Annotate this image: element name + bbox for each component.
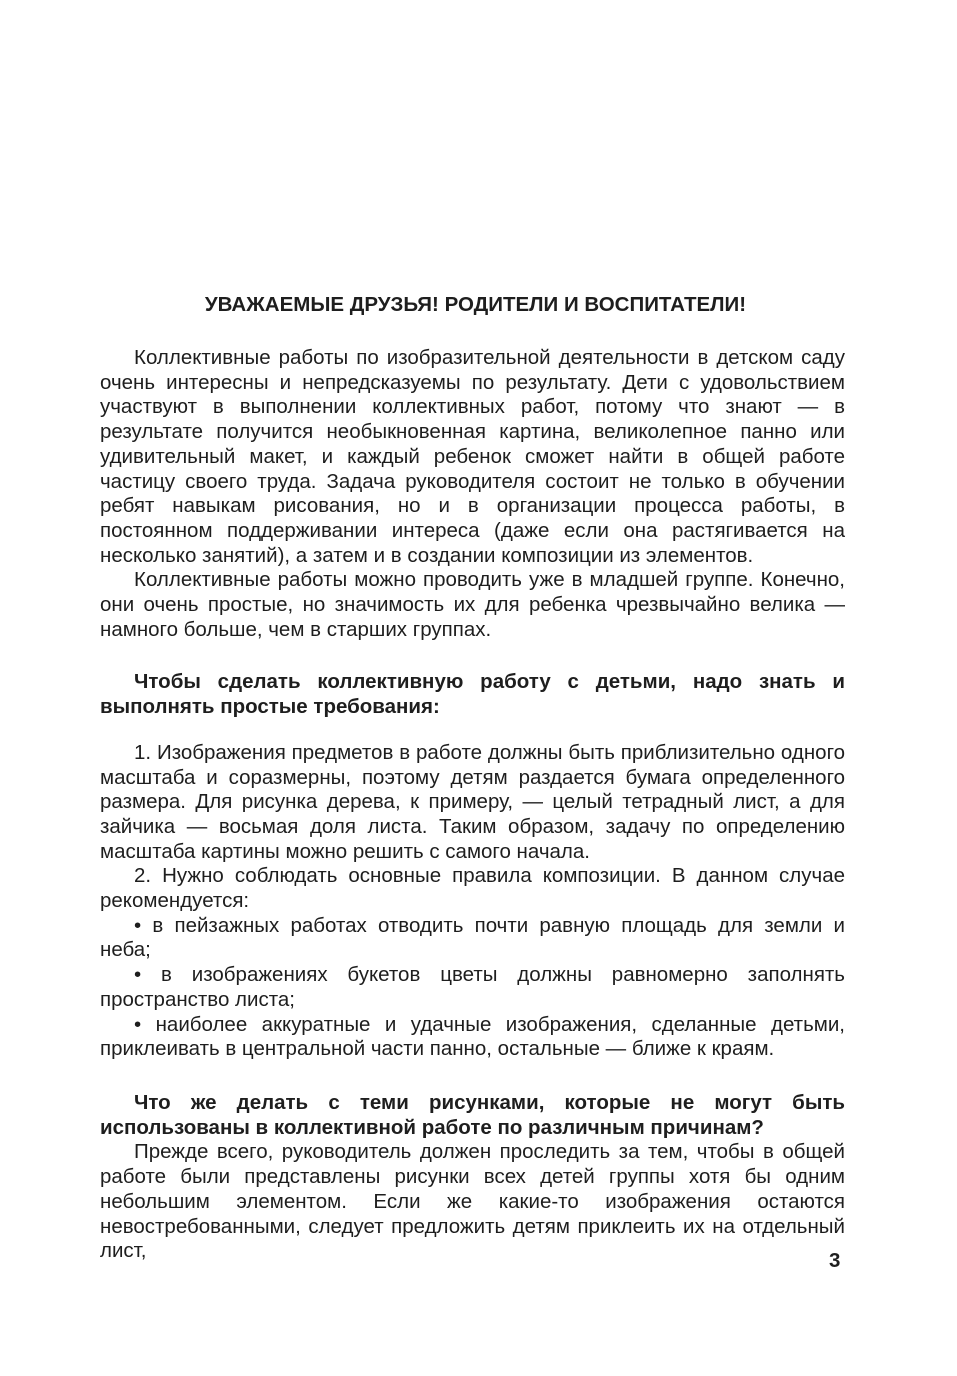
page-number: 3 — [829, 1249, 841, 1272]
bullet-landscape: • в пейзажных работах отводить почти равную площадь для земли и неба; — [100, 913, 845, 962]
requirement-1: 1. Изображения предметов в работе должны быть приблизительно одного масштаба и соразмерны, поэтому детям раздается бумага определенного размера. Для рисунка дерева, к примеру, — целый тетрадный лист, а для зайчика — восьмая доля листа. Таким образом, задачу по определению масштаба картины можно решить с самого начала. — [100, 740, 845, 863]
page-title: УВАЖАЕМЫЕ ДРУЗЬЯ! РОДИТЕЛИ И ВОСПИТАТЕЛИ! — [204, 293, 747, 316]
unused-drawings-heading: Что же делать с теми рисунками, которые не могут быть использованы в коллективной работе по различным причинам? — [100, 1090, 845, 1139]
page-content — [100, 290, 845, 1264]
requirement-2: 2. Нужно соблюдать основные правила композиции. В данном случае рекомендуется: — [100, 864, 845, 913]
bullet-bouquets: • в изображениях букетов цветы должны равномерно заполнять пространство листа; — [100, 963, 845, 1011]
bullet-placement: • наиболее аккуратные и удачные изображения, сделанные детьми, приклеивать в центральной части панно, остальные — ближе к краям. — [100, 1012, 845, 1061]
requirements-heading: Чтобы сделать коллективную работу с детьми, надо знать и выполнять простые требования: — [100, 670, 845, 719]
intro-paragraph-1: Коллективные работы по изобразительной деятельности в детском саду очень интересны и непредсказуемы по результату. Дети с удовольствием участвуют в выполнении коллективных работ, потому что знают — в результате получится необыкновенная картина, великолепное панно или удивительный макет, и каждый ребенок сможет найти в общей работе частицу своего труда. Задача руководителя состоит не только в обучении ребят навыкам рисования, но и в организации процесса работы, в постоянном поддерживании интереса (даже если она растягивается на несколько занятий), а затем и в создании композиции из элементов. — [100, 346, 845, 567]
unused-drawings-paragraph: Прежде всего, руководитель должен проследить за тем, чтобы в общей работе были представлены рисунки всех детей группы хотя бы одним небольшим элементом. Если же какие-то изображения остаются невостребованными, следует предложить детям приклеить их на отдельный лист, — [100, 1140, 845, 1263]
intro-paragraph-2: Коллективные работы можно проводить уже в младшей группе. Конечно, они очень простые, но значимость их для ребенка чрезвычайно велика — намного больше, чем в старших группах. — [100, 568, 845, 641]
